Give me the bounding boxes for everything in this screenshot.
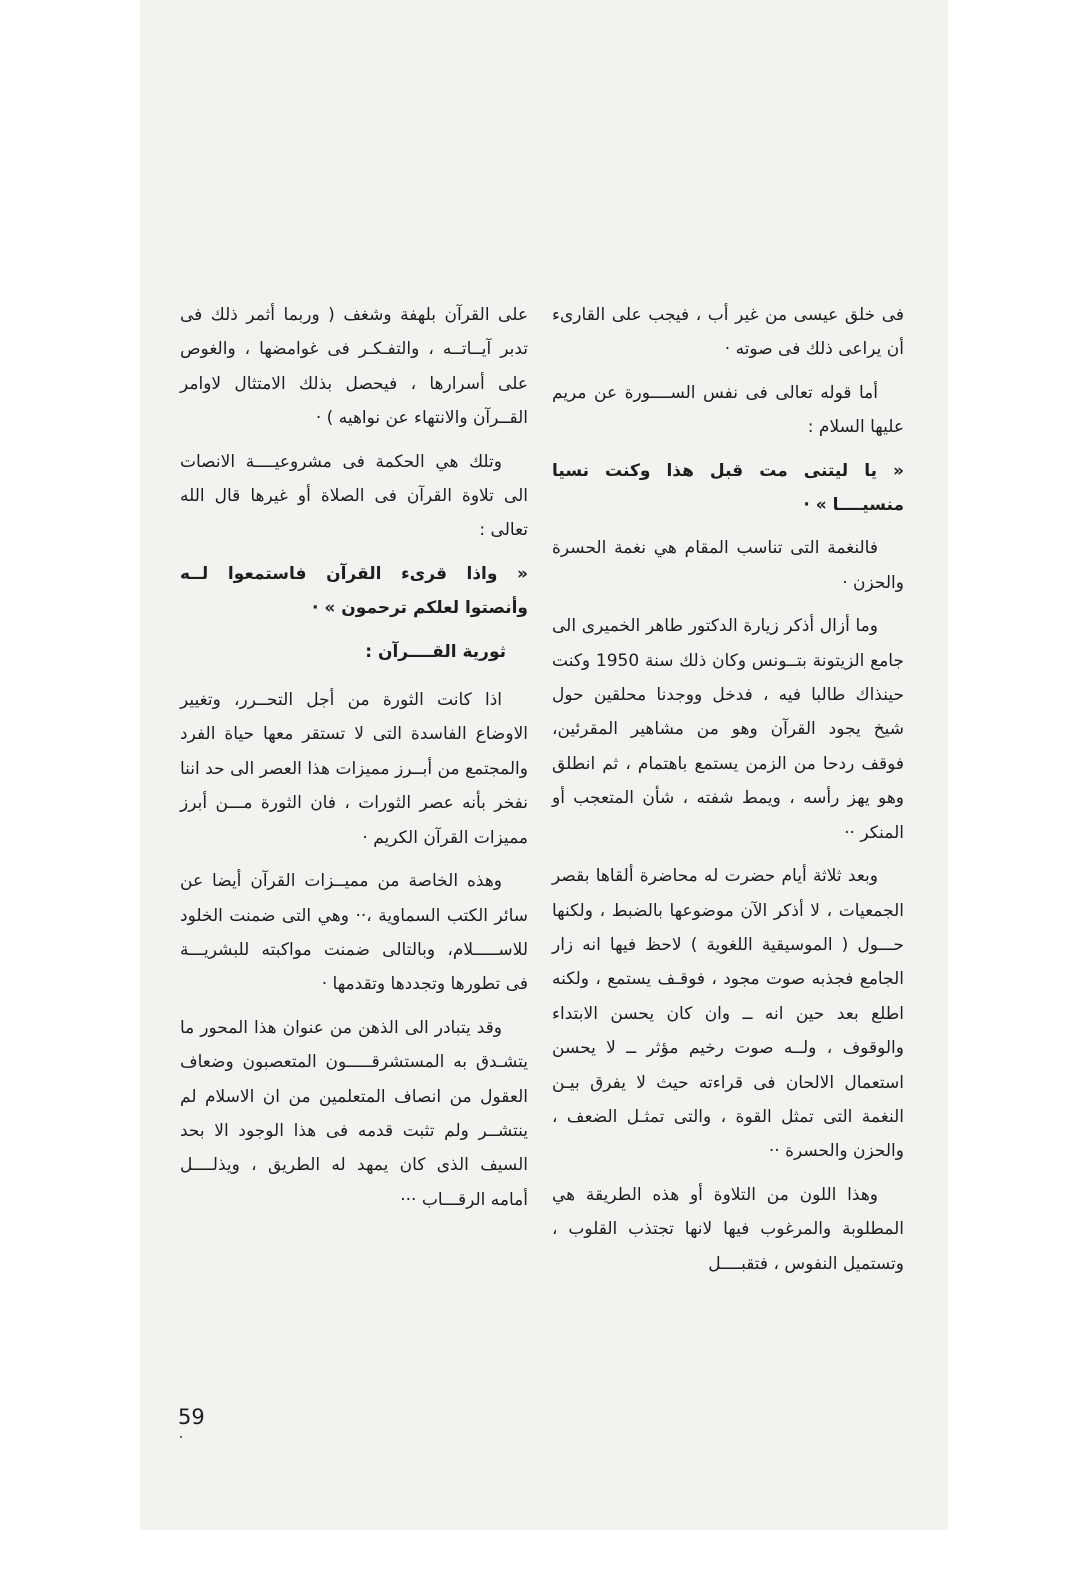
paragraph: وما أزال أذكر زيارة الدكتور طاهر الخميرى الى جامع الزيتونة بتــونس وكان ذلك سنة 1950 وكنت حينذاك طالبا فيه ، فدخل ووجدنا محلقين حول شيخ يجود القرآن وهو من مشاهير المقرئين، فوقف ردحا من الزمن يستمع باهتمام ، ثم انطلق وهو يهز رأسه ، ويمط شفته ، شأن المتعجب أو المنكر ·· bbox=[552, 616, 904, 843]
scan-artifact bbox=[180, 1436, 182, 1438]
paragraph: وهذا اللون من التلاوة أو هذه الطريقة هي المطلوبة والمرغوب فيها لانها تجتذب القلوب ، وتستميل النفوس ، فتقبــــل bbox=[552, 1184, 904, 1274]
paragraph: اذا كانت الثورة من أجل التحــرر، وتغيير الاوضاع الفاسدة التى لا تستقر معها حياة الفرد والمجتمع من أبــرز مميزات هذا العصر الى حد اننا نفخر بأنه عصر الثورات ، فان الثورة مـــن أبرز مميزات القرآن الكريم · bbox=[180, 690, 528, 848]
right-text-column bbox=[552, 298, 904, 1290]
left-text-column bbox=[180, 298, 528, 1226]
paragraph: على القرآن بلهفة وشغف ( وربما أثمر ذلك فى تدبر آيــاتــه ، والتفـكـر فى غوامضها ، والغوص على أسرارها ، فيحصل بذلك الامتثال لاوامر القــرآن والانتهاء عن نواهيه ) · bbox=[180, 305, 528, 429]
paragraph: وقد يتبادر الى الذهن من عنوان هذا المحور ما يتشـدق به المستشرقـــــون المتعصبون وضعاف العقول من انصاف المتعلمين من ان الاسلام لم ينتشــر ولم تثبت قدمه فى هذا الوجود الا بحد السيف الذى كان يمهد له الطريق ، ويذلــــل أمامه الرقـــاب ··· bbox=[180, 1017, 528, 1210]
paragraph: وتلك هي الحكمة فى مشروعيــــة الانصات الى تلاوة القرآن فى الصلاة أو غيرها قال الله تعالى : bbox=[180, 451, 528, 541]
quran-quote: « واذا قرىء القرآن فاستمعوا لــه وأنصتوا لعلكم ترحمون » · bbox=[180, 563, 528, 619]
page-number: 59 bbox=[178, 1405, 205, 1429]
paragraph: فالنغمة التى تناسب المقام هي نغمة الحسرة والحزن · bbox=[552, 538, 904, 593]
paragraph: وهذه الخاصة من مميــزات القرآن أيضا عن سائر الكتب السماوية ،·· وهي التى ضمنت الخلود للاســـــلام، وبالتالى ضمنت مواكبته للبشريـــة فى تطورها وتجددها وتقدمها · bbox=[180, 871, 528, 995]
paragraph: أما قوله تعالى فى نفس الســــورة عن مريم عليها السلام : bbox=[552, 382, 904, 438]
paragraph: وبعد ثلاثة أيام حضرت له محاضرة ألقاها بقصر الجمعيات ، لا أذكر الآن موضوعها بالضبط ، ولكنها حـــول ( الموسيقية اللغوية ) لاحظ فيها انه زار الجامع فجذبه صوت مجود ، فوقـف يستمع ، ولكنه اطلع بعد حين انه ــ وان كان يحسن الابتداء والوقوف ، ولــه صوت رخيم مؤثر ــ لا يحسن استعمال الالحان فى قراءته حيث لا يفرق بيـن النغمة التى تمثل القوة ، والتى تمثـل الضعف ، والحزن والحسرة ·· bbox=[552, 866, 904, 1162]
quran-quote: « يا ليتنى مت قبل هذا وكنت نسيا منسيــــا » · bbox=[552, 460, 904, 516]
paragraph: فى خلق عيسى من غير أب ، فيجب على القارىء أن يراعى ذلك فى صوته · bbox=[552, 305, 904, 360]
section-heading: ثورية القــــرآن : bbox=[365, 641, 506, 662]
